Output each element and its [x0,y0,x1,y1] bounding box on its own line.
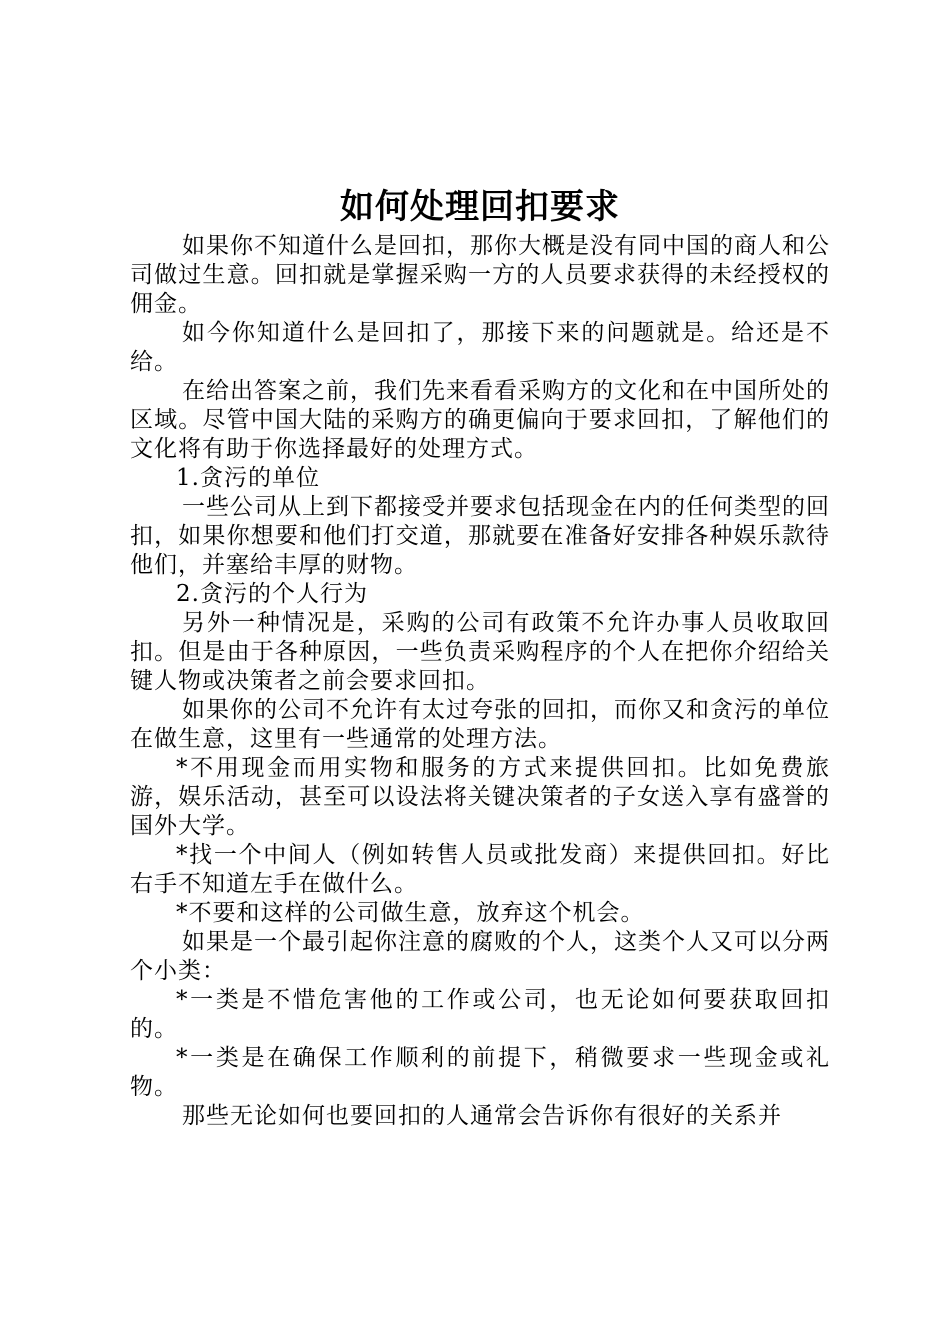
section-heading-1: 1.贪污的单位 [176,465,320,491]
paragraph-4: 一些公司从上到下都接受并要求包括现金在内的任何类型的回扣，如果你想要和他们打交道，那就要在准备好安排各种娱乐款待他们，并塞给丰厚的财物。 [130,494,830,578]
paragraph-1: 如果你不知道什么是回扣，那你大概是没有同中国的商人和公司做过生意。回扣就是掌握采购一方的人员要求获得的未经授权的佣金。 [130,233,830,317]
document-page [130,182,830,1131]
document-body [130,232,830,1131]
paragraph-7: 如果是一个最引起你注意的腐败的个人，这类个人又可以分两个小类： [130,929,830,984]
paragraph-6: 如果你的公司不允许有太过夸张的回扣，而你又和贪污的单位在做生意，这里有一些通常的处理方法。 [130,697,830,752]
document-title: 如何处理回扣要求 [340,187,620,227]
bullet-item-5: *一类是在确保工作顺利的前提下，稍微要求一些现金或礼物。 [130,1045,830,1100]
paragraph-2: 如今你知道什么是回扣了，那接下来的问题就是。给还是不给。 [130,320,830,375]
paragraph-5: 另外一种情况是，采购的公司有政策不允许办事人员收取回扣。但是由于各种原因，一些负责采购程序的个人在把你介绍给关键人物或决策者之前会要求回扣。 [130,610,830,694]
bullet-item-3: *不要和这样的公司做生意，放弃这个机会。 [176,900,645,926]
section-heading-2: 2.贪污的个人行为 [176,581,368,607]
bullet-item-2: *找一个中间人（例如转售人员或批发商）来提供回扣。好比右手不知道左手在做什么。 [130,842,830,897]
paragraph-8: 那些无论如何也要回扣的人通常会告诉你有很好的关系并 [182,1103,782,1129]
paragraph-3: 在给出答案之前，我们先来看看采购方的文化和在中国所处的区域。尽管中国大陆的采购方的确更偏向于要求回扣，了解他们的文化将有助于你选择最好的处理方式。 [130,378,830,462]
bullet-item-4: *一类是不惜危害他的工作或公司，也无论如何要获取回扣的。 [130,987,830,1042]
bullet-item-1: *不用现金而用实物和服务的方式来提供回扣。比如免费旅游，娱乐活动，甚至可以设法将关键决策者的子女送入享有盛誉的国外大学。 [130,755,830,839]
